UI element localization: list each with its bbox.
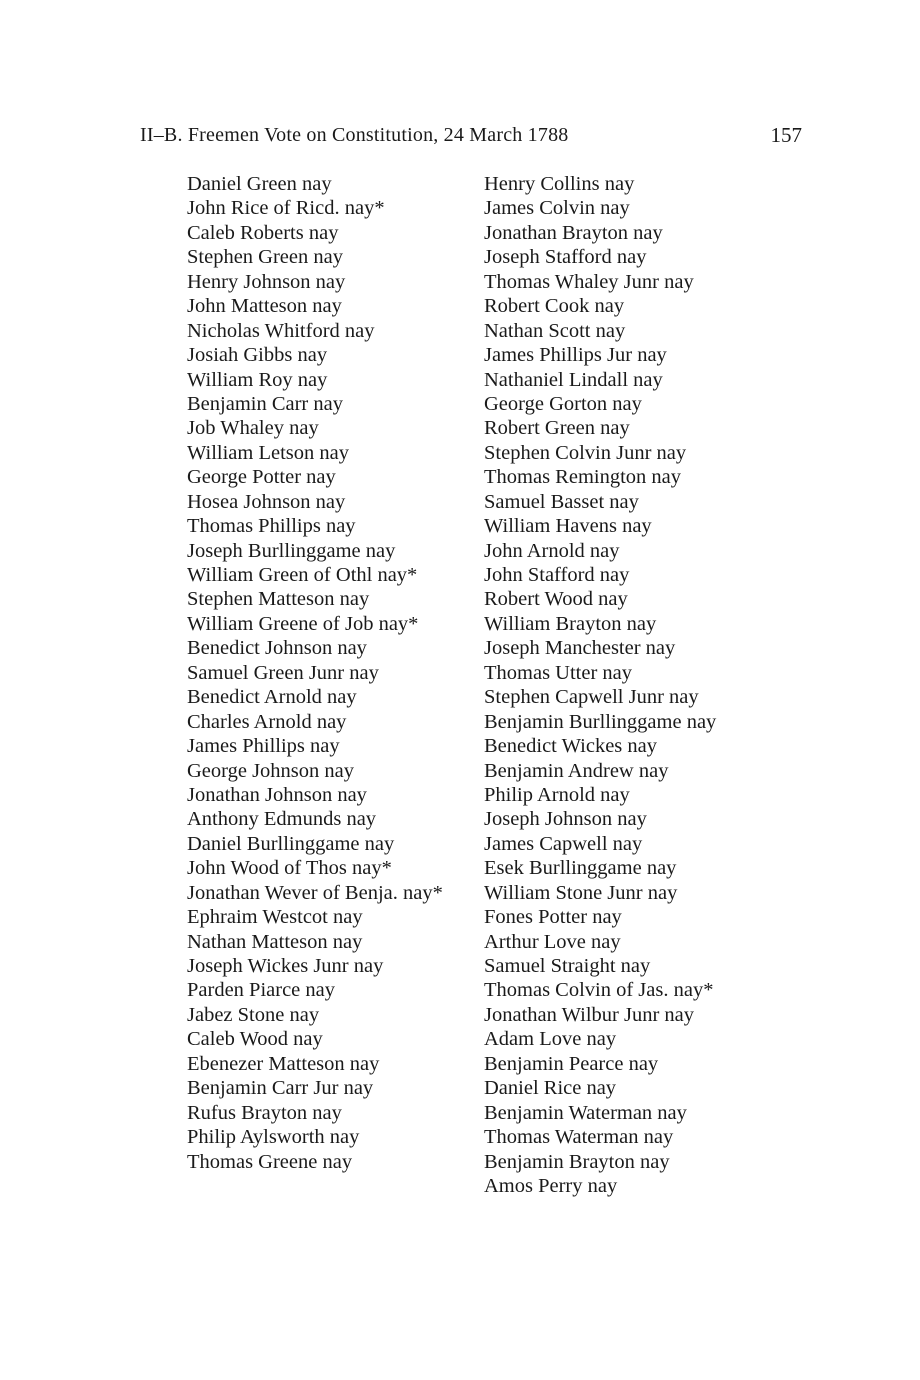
- list-item: Samuel Green Junr nay: [187, 661, 379, 684]
- list-item: Benedict Arnold nay: [187, 686, 357, 709]
- list-item: Daniel Burllinggame nay: [187, 832, 395, 855]
- list-item: Samuel Basset nay: [484, 490, 639, 513]
- list-item: Thomas Greene nay: [187, 1150, 353, 1173]
- list-item: John Stafford nay: [484, 564, 630, 586]
- list-item: Nicholas Whitford nay: [187, 319, 375, 342]
- list-item: Fones Potter nay: [484, 906, 622, 929]
- list-item: Job Whaley nay: [187, 417, 319, 440]
- list-item: Benjamin Waterman nay: [484, 1101, 687, 1124]
- list-item: Joseph Stafford nay: [484, 246, 647, 269]
- list-item: Amos Perry nay: [484, 1174, 618, 1197]
- right-name-column: [484, 172, 784, 1198]
- list-item: Thomas Phillips nay: [187, 515, 356, 538]
- list-item: Parden Piarce nay: [187, 979, 335, 1002]
- list-item: Rufus Brayton nay: [187, 1101, 342, 1124]
- list-item: Jonathan Johnson nay: [187, 783, 367, 806]
- list-item: Charles Arnold nay: [187, 710, 347, 733]
- list-item: Benjamin Pearce nay: [484, 1052, 659, 1075]
- list-item: William Letson nay: [187, 441, 349, 464]
- list-item: Thomas Waterman nay: [484, 1126, 674, 1149]
- list-item: Ephraim Westcot nay: [187, 906, 363, 929]
- list-item: Robert Wood nay: [484, 588, 628, 611]
- left-name-column: [187, 172, 477, 1174]
- page-number: 157: [770, 123, 802, 147]
- list-item: John Matteson nay: [187, 295, 342, 318]
- list-item: Thomas Utter nay: [484, 661, 633, 684]
- list-item: William Greene of Job nay*: [187, 612, 419, 635]
- list-item: James Capwell nay: [484, 832, 643, 855]
- list-item: Benedict Wickes nay: [484, 735, 657, 758]
- list-item: John Rice of Ricd. nay*: [187, 197, 385, 220]
- list-item: Benjamin Carr nay: [187, 392, 343, 415]
- running-title: II–B. Freemen Vote on Constitution, 24 March 1788: [140, 124, 569, 146]
- list-item: William Havens nay: [484, 515, 652, 538]
- list-item: Nathaniel Lindall nay: [484, 368, 663, 391]
- list-item: Anthony Edmunds nay: [187, 808, 377, 831]
- list-item: George Potter nay: [187, 466, 336, 489]
- list-item: Henry Johnson nay: [187, 270, 346, 293]
- list-item: Robert Green nay: [484, 417, 630, 440]
- list-item: Daniel Rice nay: [484, 1077, 617, 1100]
- list-item: Josiah Gibbs nay: [187, 344, 328, 367]
- list-item: William Stone Junr nay: [484, 881, 678, 904]
- list-item: Ebenezer Matteson nay: [187, 1052, 380, 1075]
- list-item: Hosea Johnson nay: [187, 490, 346, 513]
- list-item: Stephen Matteson nay: [187, 588, 370, 611]
- list-item: Joseph Wickes Junr nay: [187, 955, 384, 978]
- list-item: Benjamin Brayton nay: [484, 1150, 670, 1173]
- list-item: Adam Love nay: [484, 1028, 617, 1051]
- list-item: Stephen Capwell Junr nay: [484, 686, 699, 709]
- list-item: Thomas Whaley Junr nay: [484, 270, 694, 293]
- list-item: William Green of Othl nay*: [187, 564, 418, 586]
- list-item: John Arnold nay: [484, 539, 620, 562]
- list-item: Caleb Roberts nay: [187, 221, 339, 244]
- list-item: Thomas Colvin of Jas. nay*: [484, 979, 714, 1002]
- list-item: Benjamin Carr Jur nay: [187, 1077, 374, 1100]
- list-item: Joseph Johnson nay: [484, 808, 647, 831]
- list-item: Philip Aylsworth nay: [187, 1126, 360, 1149]
- list-item: Benjamin Burllinggame nay: [484, 710, 717, 733]
- list-item: Henry Collins nay: [484, 173, 635, 195]
- list-item: Daniel Green nay: [187, 173, 332, 195]
- list-item: Stephen Colvin Junr nay: [484, 441, 687, 464]
- list-item: Philip Arnold nay: [484, 783, 630, 806]
- list-item: James Phillips Jur nay: [484, 344, 667, 367]
- list-item: George Johnson nay: [187, 759, 355, 782]
- list-item: Jonathan Brayton nay: [484, 221, 663, 244]
- list-item: Nathan Scott nay: [484, 319, 626, 342]
- list-item: John Wood of Thos nay*: [187, 857, 392, 880]
- list-item: James Phillips nay: [187, 735, 340, 758]
- list-item: Joseph Burllinggame nay: [187, 539, 396, 562]
- list-item: Jonathan Wilbur Junr nay: [484, 1003, 695, 1026]
- list-item: Benjamin Andrew nay: [484, 759, 669, 782]
- list-item: Caleb Wood nay: [187, 1028, 323, 1051]
- list-item: Robert Cook nay: [484, 295, 625, 318]
- list-item: George Gorton nay: [484, 392, 642, 415]
- list-item: Esek Burllinggame nay: [484, 857, 677, 880]
- list-item: Nathan Matteson nay: [187, 930, 363, 953]
- list-item: Thomas Remington nay: [484, 466, 682, 489]
- list-item: Stephen Green nay: [187, 246, 343, 269]
- list-item: Samuel Straight nay: [484, 955, 651, 977]
- list-item: Jonathan Wever of Benja. nay*: [187, 881, 443, 904]
- list-item: Benedict Johnson nay: [187, 637, 367, 660]
- list-item: Joseph Manchester nay: [484, 637, 676, 660]
- list-item: James Colvin nay: [484, 197, 630, 220]
- running-head: [140, 122, 802, 152]
- list-item: William Roy nay: [187, 368, 328, 391]
- list-item: Jabez Stone nay: [187, 1003, 320, 1026]
- list-item: William Brayton nay: [484, 612, 657, 635]
- list-item: Arthur Love nay: [484, 930, 621, 953]
